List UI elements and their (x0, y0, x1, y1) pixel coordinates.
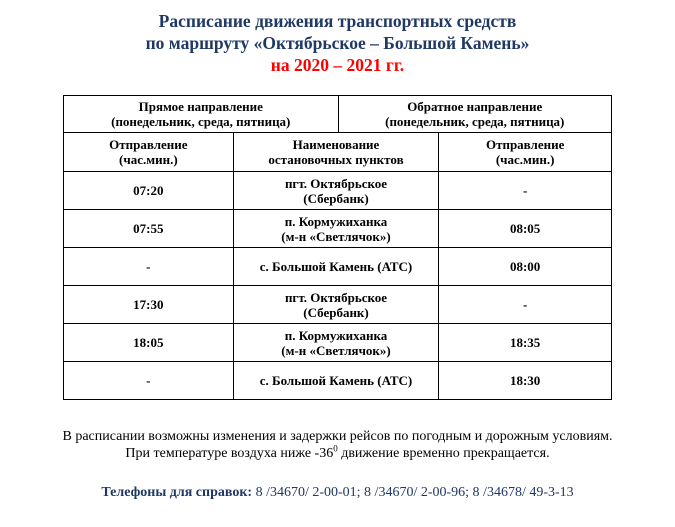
forward-time: - (64, 362, 234, 400)
stop-name: с. Большой Камень (АТС) (233, 362, 439, 400)
reverse-time: 18:30 (439, 362, 612, 400)
table-row (64, 248, 612, 286)
direction-header-row (64, 96, 612, 133)
header-departure-reverse: Отправление (час.мин.) (439, 133, 612, 172)
stop-name: с. Большой Камень (АТС) (233, 248, 439, 286)
stop-name: пгт. Октябрьское (Сбербанк) (233, 172, 439, 210)
reverse-time: - (439, 172, 612, 210)
direction-reverse-cell: Обратное направление (понедельник, среда, пятница) (338, 96, 612, 133)
table-row (64, 362, 612, 400)
column-header-row (64, 133, 612, 172)
table-row (64, 324, 612, 362)
reverse-time: - (439, 286, 612, 324)
forward-time: 07:55 (64, 210, 234, 248)
phone-numbers (0, 484, 675, 501)
stop-name: пгт. Октябрьское (Сбербанк) (233, 286, 439, 324)
reverse-time: 08:05 (439, 210, 612, 248)
phones-label: Телефоны для справок: (101, 485, 253, 500)
title-years: на 2020 – 2021 гг. (270, 55, 405, 75)
schedule-title (0, 10, 675, 76)
title-line-1: Расписание движения транспортных средств (158, 11, 517, 31)
reverse-time: 08:00 (439, 248, 612, 286)
stop-name: п. Кормужиханка (м-н «Светлячок») (233, 210, 439, 248)
header-stops: Наименование остановочных пунктов (233, 133, 439, 172)
phones-list: 8 /34670/ 2-00-01; 8 /34670/ 2-00-96; 8 /34678/ 49-3-13 (252, 485, 574, 500)
table-row (64, 210, 612, 248)
table-row (64, 286, 612, 324)
title-line-2: по маршруту «Октябрьское – Большой Камень» (145, 33, 530, 53)
stop-name: п. Кормужиханка (м-н «Светлячок») (233, 324, 439, 362)
forward-time: - (64, 248, 234, 286)
schedule-note (0, 428, 675, 462)
forward-time: 17:30 (64, 286, 234, 324)
degree-superscript: 0 (333, 443, 338, 454)
note-line-1: В расписании возможны изменения и задержки рейсов по погодным и дорожным условиям. (62, 429, 613, 444)
table-row (64, 172, 612, 210)
forward-time: 07:20 (64, 172, 234, 210)
direction-forward-cell: Прямое направление (понедельник, среда, пятница) (64, 96, 339, 133)
schedule-table (63, 95, 612, 400)
reverse-time: 18:35 (439, 324, 612, 362)
forward-time: 18:05 (64, 324, 234, 362)
note-line-2: При температуре воздуха ниже $-36^0$ движение временно прекращается. (125, 443, 550, 461)
header-departure-forward: Отправление (час.мин.) (64, 133, 234, 172)
